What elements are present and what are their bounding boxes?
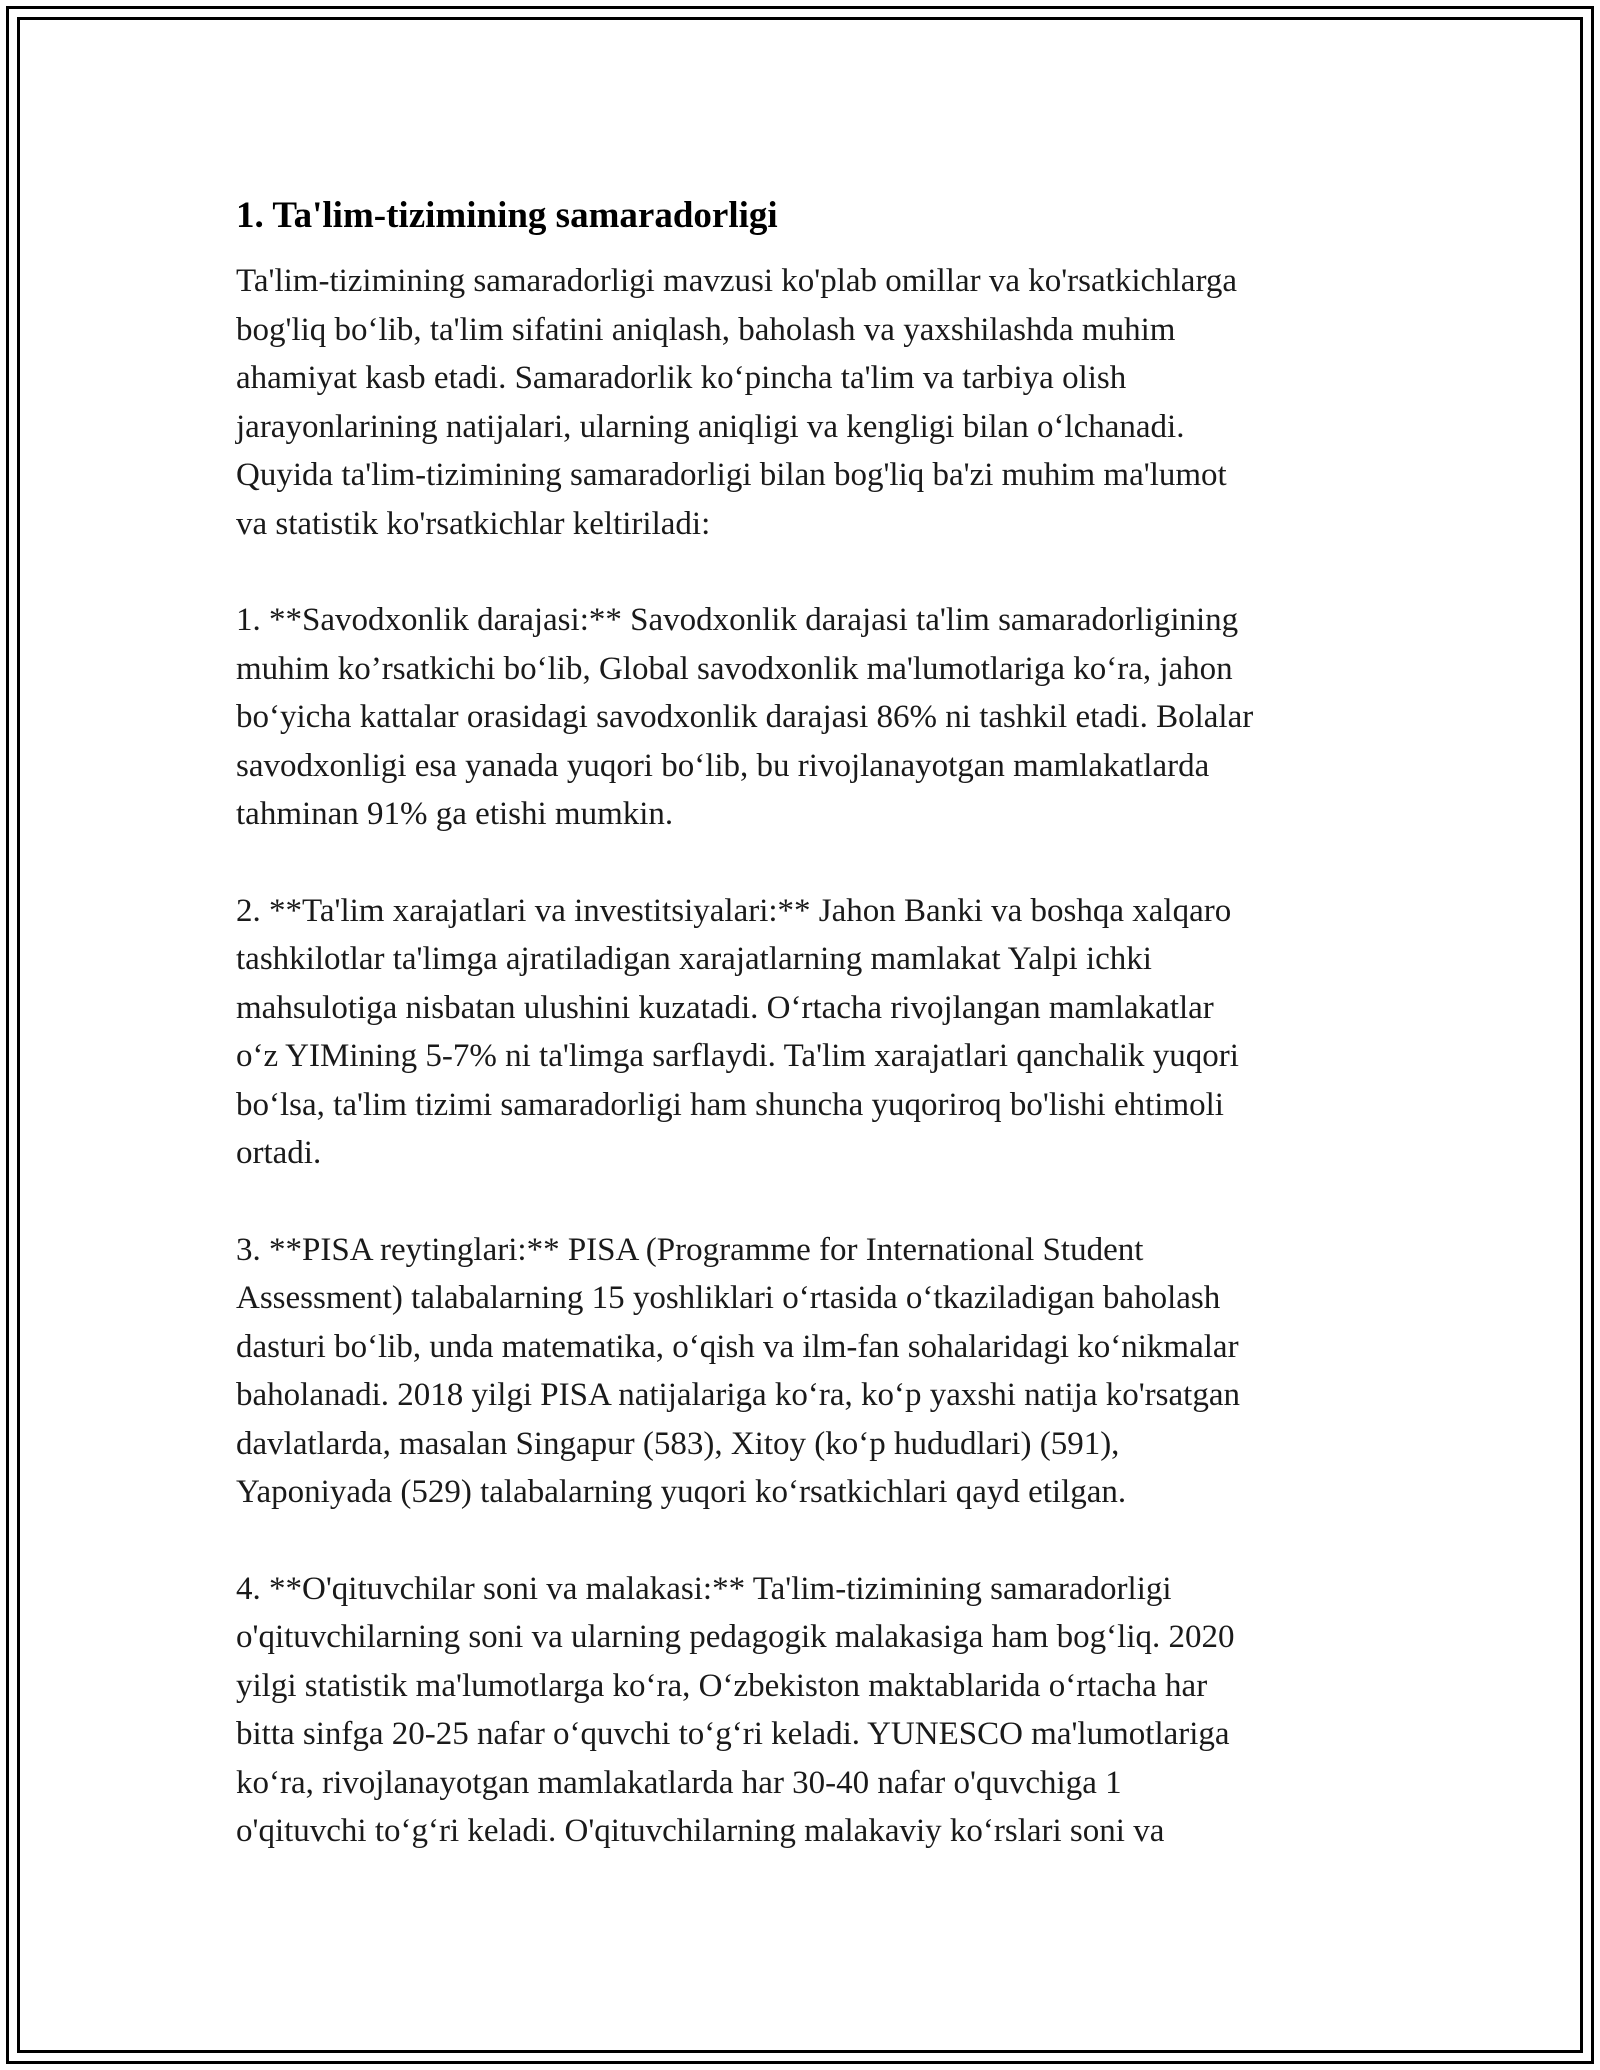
list-item-literacy: 1. **Savodxonlik darajasi:** Savodxonlik darajasi ta'lim samaradorligining muhim ko’rsatkichi bo‘lib, Global savodxonlik ma'lumotlariga ko‘ra, jahon bo‘yicha kattalar orasidagi savodxonlik darajasi 86% ni tashkil etadi. Bolalar savodxonligi esa yanada yuqori bo‘lib, bu rivojlanayotgan mamlakatlarda tahminan 91% ga etishi mumkin.	[236, 602, 1254, 832]
list-item-pisa: 3. **PISA reytinglari:** PISA (Programme for International Student Assessment) talabalarning 15 yoshliklari o‘rtasida o‘tkaziladigan baholash dasturi bo‘lib, unda matematika, o‘qish va ilm-fan sohalaridagi ko‘nikmalar baholanadi. 2018 yilgi PISA natijalariga ko‘ra, ko‘p yaxshi natija ko'rsatgan davlatlarda, masalan Singapur (583), Xitoy (ko‘p hududlari) (591), Yaponiyada (529) talabalarning yuqori ko‘rsatkichlari qayd etilgan.	[236, 1231, 1240, 1510]
intro-paragraph: Ta'lim-tizimining samaradorligi mavzusi ko'plab omillar va ko'rsatkichlarga bog'liq bo‘lib, ta'lim sifatini aniqlash, baholash va yaxshilashda muhim ahamiyat kasb etadi. Samaradorlik ko‘pincha ta'lim va tarbiya olish jarayonlarining natijalari, ularning aniqligi va kengligi bilan o‘lchanadi. Quyida ta'lim-tizimining samaradorligi bilan bog'liq ba'zi muhim ma'lumot va statistik ko'rsatkichlar keltiriladi:	[236, 263, 1237, 542]
document-body	[236, 186, 1376, 1856]
section-heading: 1. Ta'lim-tizimining samaradorligi	[236, 195, 778, 236]
list-item-expenditure: 2. **Ta'lim xarajatlari va investitsiyalari:** Jahon Banki va boshqa xalqaro tashkilotlar ta'limga ajratiladigan xarajatlarning mamlakat Yalpi ichki mahsulotiga nisbatan ulushini kuzatadi. O‘rtacha rivojlangan mamlakatlar o‘z YIMining 5-7% ni ta'limga sarflaydi. Ta'lim xarajatlari qanchalik yuqori bo‘lsa, ta'lim tizimi samaradorligi ham shuncha yuqoriroq bo'lishi ehtimoli ortadi.	[236, 892, 1239, 1171]
list-item-teachers: 4. **O'qituvchilar soni va malakasi:** Ta'lim-tizimining samaradorligi o'qituvchilarning soni va ularning pedagogik malakasiga ham bog‘liq. 2020 yilgi statistik ma'lumotlarga ko‘ra, O‘zbekiston maktablarida o‘rtacha har bitta sinfga 20-25 nafar o‘quvchi to‘g‘ri keladi. YUNESCO ma'lumotlariga ko‘ra, rivojlanayotgan mamlakatlarda har 30-40 nafar o'quvchiga 1 o'qituvchi to‘g‘ri keladi. O'qituvchilarning malakaviy ko‘rslari soni va	[236, 1570, 1235, 1849]
